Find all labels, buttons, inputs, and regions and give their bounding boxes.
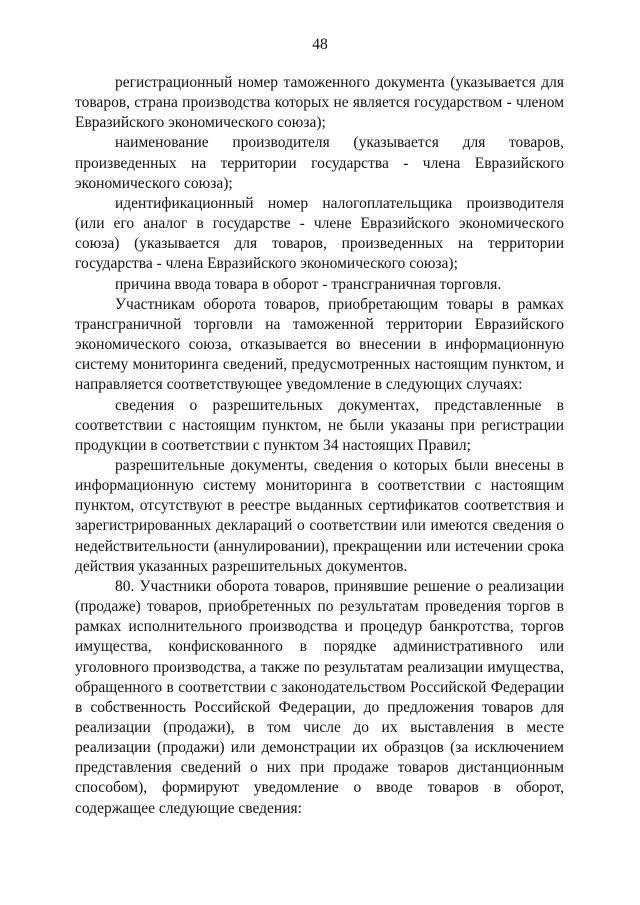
paragraph-entry-reason: причина ввода товара в оборот - трансграничная торговля. [115, 275, 502, 293]
paragraph-refusal-cases: Участникам оборота товаров, приобретающим товары в рамках трансграничной торговли на таможенной территории Евразийского экономического союза, отказывается во внесении в информационную систему мониторинга сведений, предусмотренных настоящим пунктом, и направляется соответствующее уведомление в следующих случаях: [75, 295, 564, 394]
paragraph-manufacturer-tax-id: идентификационный номер налогоплательщика производителя (или его аналог в государстве - члене Евразийского экономического союза) (указывается для товаров, произведенных на территории государства - члена Евразийского экономического союза); [75, 194, 564, 273]
paragraph-item-80: 80. Участники оборота товаров, принявшие решение о реализации (продаже) товаров, приобретенных по результатам проведения торгов в рамках исполнительного производства и процедур банкротства, торгов имущества, конфискованного в порядке административного или уголовного производства, а также по результатам реализации имущества, обращенного в соответствии с законодательством Российской Федерации в собственность Российской Федерации, до предложения товаров для реализации (продажи), в том числе до их выставления в месте реализации (продажи) или демонстрации их образцов (за исключением представления сведений о них при продаже товаров дистанционным способом), формируют уведомление о вводе товаров в оборот, содержащее следующие сведения: [75, 577, 564, 817]
paragraph-manufacturer-name: наименование производителя (указывается для товаров, произведенных на территории государства - члена Евразийского экономического союза); [75, 134, 564, 192]
paragraph-customs-doc-number: регистрационный номер таможенного документа (указывается для товаров, страна производства которых не является государством - членом Евразийского экономического союза); [75, 74, 564, 132]
paragraph-refusal-case-1: сведения о разрешительных документах, представленные в соответствии с настоящим пунктом, не были указаны при регистрации продукции в соответствии с пунктом 34 настоящих Правил; [75, 396, 564, 454]
paragraph-refusal-case-2: разрешительные документы, сведения о которых были внесены в информационную систему мониторинга в соответствии с настоящим пунктом, отсутствуют в реестре выданных сертификатов соответствия и зарегистрированных деклараций о соответствии или имеются сведения о недействительности (аннулировании), прекращении или истечении срока действия указанных разрешительных документов. [75, 456, 564, 575]
document-body [75, 73, 564, 819]
page-number: 48 [312, 36, 328, 53]
